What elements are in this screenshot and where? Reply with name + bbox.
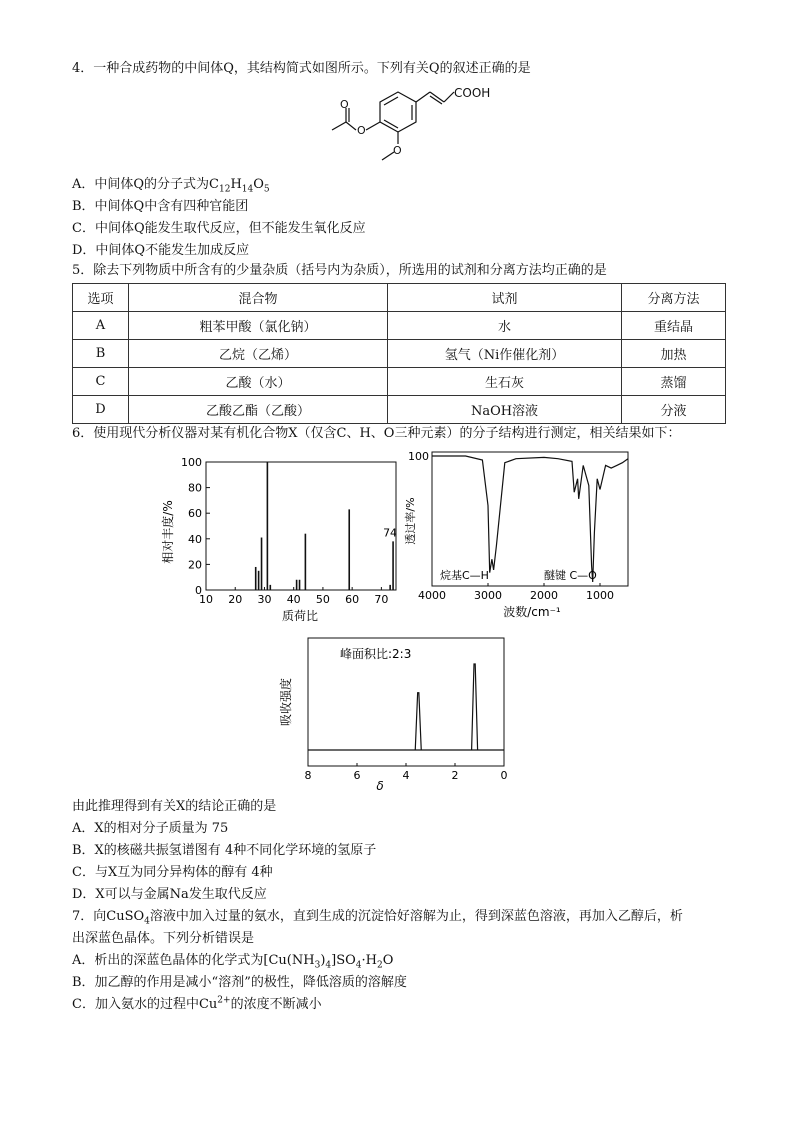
table-row bbox=[73, 396, 726, 424]
q7-a-5: O bbox=[382, 953, 394, 968]
ms-xtick-label: 60 bbox=[345, 593, 360, 606]
q7-c-sup: 2+ bbox=[217, 995, 231, 1006]
ir-spectrum-svg bbox=[402, 446, 634, 621]
ms-ytick-label: 0 bbox=[195, 584, 202, 597]
question-7-stem bbox=[72, 908, 683, 926]
ir-xlabel: 波数/cm⁻¹ bbox=[503, 605, 561, 619]
nmr-ylabel: 吸收强度 bbox=[279, 677, 293, 727]
table-row bbox=[73, 340, 726, 368]
q7-a-4: ·H bbox=[361, 953, 377, 968]
q7-a-2: ) bbox=[320, 953, 326, 968]
ir-xtick-label: 4000 bbox=[418, 589, 446, 602]
q4-o: O bbox=[253, 177, 264, 192]
q7-a-s3: 4 bbox=[355, 960, 362, 971]
ms-xlabel: 质荷比 bbox=[281, 609, 319, 623]
ir-ylabel: 透过率/% bbox=[404, 497, 417, 545]
q7-c-1: C．加入氨水的过程中Cu bbox=[72, 997, 218, 1012]
q7-stem-post: 溶液中加入过量的氨水，直到生成的沉淀恰好溶解为止，得到深蓝色溶液，再加入乙醇后，析 bbox=[149, 909, 683, 924]
nmr-spectrum-chart bbox=[278, 632, 518, 792]
ms-peak-label: 74 bbox=[383, 526, 398, 540]
nmr-spectrum-svg bbox=[278, 632, 518, 792]
q4-option-c: C．中间体Q能发生取代反应，但不能发生氧化反应 bbox=[72, 221, 366, 236]
ms-ytick-label: 20 bbox=[188, 558, 202, 572]
q7-a-3: ]SO bbox=[331, 953, 356, 968]
nmr-note: 峰面积比:2:3 bbox=[340, 647, 412, 661]
q4-sub-h: 14 bbox=[241, 184, 254, 195]
table-cell: 乙酸（水） bbox=[129, 368, 388, 396]
q7-a-s2: 4 bbox=[325, 960, 332, 971]
ir-xtick-label: 2000 bbox=[530, 589, 558, 602]
q7-option-c bbox=[72, 996, 322, 1014]
table-cell: 粗苯甲酸（氯化钠） bbox=[129, 312, 388, 340]
ms-ytick-label: 60 bbox=[188, 507, 202, 521]
table-header-row bbox=[73, 284, 726, 312]
question-5-stem: 5．除去下列物质中所含有的少量杂质（括号内为杂质），所选用的试剂和分离方法均正确的是 bbox=[72, 263, 607, 278]
table-cell: D bbox=[73, 396, 129, 424]
q7-a-s4: 2 bbox=[376, 960, 383, 971]
header-method: 分离方法 bbox=[622, 284, 726, 312]
q7-stem-sub: 4 bbox=[144, 916, 150, 927]
table-cell: A bbox=[73, 312, 129, 340]
svg-text:O: O bbox=[393, 144, 402, 157]
q7-a-1: A．析出的深蓝色晶体的化学式为[Cu(NH bbox=[72, 953, 315, 968]
ms-ytick-label: 40 bbox=[188, 532, 202, 546]
ms-ytick-label: 80 bbox=[188, 481, 202, 495]
table-cell: B bbox=[73, 340, 129, 368]
ms-xtick-label: 70 bbox=[374, 593, 389, 606]
q7-c-2: 的浓度不断减小 bbox=[230, 997, 322, 1012]
ms-xtick-label: 30 bbox=[257, 593, 272, 606]
nmr-xtick-label: 4 bbox=[402, 769, 410, 782]
table-cell: 生石灰 bbox=[388, 368, 622, 396]
table-cell: 水 bbox=[388, 312, 622, 340]
ms-ytick-label: 100 bbox=[181, 456, 202, 469]
header-option: 选项 bbox=[73, 284, 129, 312]
table-cell: 氢气（Ni作催化剂） bbox=[388, 340, 622, 368]
svg-text:O: O bbox=[357, 124, 366, 137]
ir-label-co: 醚键 C—O bbox=[544, 569, 597, 582]
table-cell: C bbox=[73, 368, 129, 396]
table-row bbox=[73, 312, 726, 340]
header-mixture: 混合物 bbox=[129, 284, 388, 312]
table-cell: 分液 bbox=[622, 396, 726, 424]
table-cell: 蒸馏 bbox=[622, 368, 726, 396]
nmr-xtick-label: 8 bbox=[304, 769, 312, 782]
header-reagent: 试剂 bbox=[388, 284, 622, 312]
q4-option-b: B．中间体Q中含有四种官能团 bbox=[72, 199, 249, 214]
ir-xtick-label: 3000 bbox=[474, 589, 502, 602]
nmr-xlabel: δ bbox=[376, 779, 384, 792]
ir-xtick-label: 1000 bbox=[586, 589, 614, 602]
ms-xtick-label: 10 bbox=[199, 593, 213, 606]
q4-option-d: D．中间体Q不能发生加成反应 bbox=[72, 243, 250, 258]
mass-spectrum-chart bbox=[160, 452, 400, 627]
table-cell: 重结晶 bbox=[622, 312, 726, 340]
ms-xtick-label: 20 bbox=[228, 593, 243, 606]
q5-table bbox=[72, 283, 726, 424]
q4-option-a-text: A．中间体Q的分子式为C bbox=[72, 177, 219, 192]
svg-text:O: O bbox=[340, 98, 349, 111]
q6-option-c: C．与X互为同分异构体的醇有 4种 bbox=[72, 865, 273, 880]
ms-ylabel: 相对丰度/% bbox=[161, 500, 175, 564]
ms-xtick-label: 50 bbox=[315, 593, 330, 606]
table-cell: 加热 bbox=[622, 340, 726, 368]
table-cell: 乙酸乙酯（乙酸） bbox=[129, 396, 388, 424]
q7-option-b: B．加乙醇的作用是减小“溶剂”的极性，降低溶质的溶解度 bbox=[72, 975, 407, 990]
ms-xtick-label: 40 bbox=[286, 593, 301, 606]
table-cell: 乙烷（乙烯） bbox=[129, 340, 388, 368]
q6-conclusion: 由此推理得到有关X的结论正确的是 bbox=[72, 799, 277, 814]
q6-option-b: B．X的核磁共振氢谱图有 4种不同化学环境的氢原子 bbox=[72, 843, 377, 858]
nmr-xtick-label: 0 bbox=[500, 769, 508, 782]
question-7-stem-cont: 出深蓝色晶体。下列分析错误是 bbox=[72, 931, 255, 946]
q6-option-d: D．X可以与金属Na发生取代反应 bbox=[72, 887, 267, 902]
q7-a-s1: 3 bbox=[314, 960, 321, 971]
structure-svg bbox=[320, 80, 490, 175]
nmr-xtick-label: 6 bbox=[353, 769, 361, 782]
q7-stem-pre: 7．向CuSO bbox=[72, 909, 145, 924]
question-4-stem: 4．一种合成药物的中间体Q，其结构简式如图所示。下列有关Q的叙述正确的是 bbox=[72, 61, 531, 76]
q4-h: H bbox=[230, 177, 242, 192]
table-cell: NaOH溶液 bbox=[388, 396, 622, 424]
nmr-xtick-label: 2 bbox=[451, 769, 459, 782]
q4-option-a bbox=[72, 176, 270, 194]
question-6-stem: 6．使用现代分析仪器对某有机化合物X（仅含C、H、O三种元素）的分子结构进行测定，相关结果如下： bbox=[72, 426, 681, 441]
nmr-peak bbox=[472, 664, 478, 750]
ir-ytick: 100 bbox=[408, 450, 429, 463]
mass-spectrum-svg bbox=[160, 452, 400, 627]
ir-label-ch: 烷基C—H bbox=[440, 569, 489, 582]
ir-spectrum-chart bbox=[402, 446, 634, 621]
q6-option-a: A．X的相对分子质量为 75 bbox=[72, 821, 229, 836]
q4-sub-c: 12 bbox=[219, 184, 231, 195]
nmr-peak bbox=[415, 693, 421, 750]
cooh-label: COOH bbox=[454, 86, 490, 100]
q7-option-a bbox=[72, 952, 393, 970]
q4-sub-o: 5 bbox=[263, 184, 270, 195]
ir-trace bbox=[432, 456, 628, 582]
q4-structure-formula bbox=[320, 80, 490, 175]
table-row bbox=[73, 368, 726, 396]
